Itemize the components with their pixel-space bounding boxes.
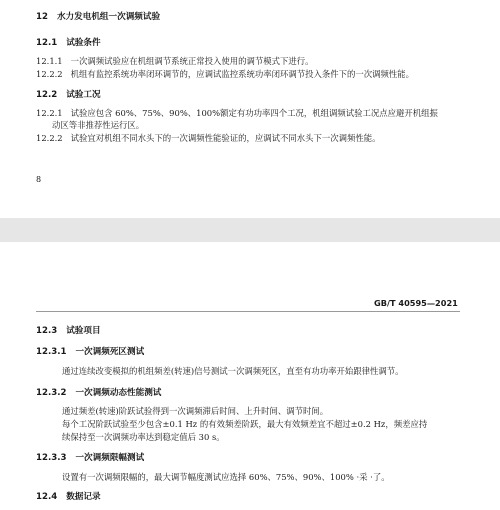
section-number: 12.1: [36, 38, 58, 48]
page-number: 8: [36, 175, 42, 184]
page-separator: [0, 218, 500, 242]
standard-id: GB/T 40595—2021: [374, 298, 458, 308]
paragraph-12-3-2-line2: 每个工况阶跃试验至少包含±0.1 Hz 的有效频差阶跃，最大有效频差宜不超过±0.2 Hz，频差应持: [62, 419, 428, 429]
subsection-number: 12.3.3: [36, 453, 67, 463]
chapter-number: 12: [36, 12, 48, 22]
section-heading-12-1: [36, 38, 101, 49]
clause-text: 一次调频试验应在机组调节系统正常投入使用的调节模式下进行。: [70, 56, 314, 66]
clause-12-2-1-line2: 动区等非推荐性运行区。: [52, 120, 145, 130]
section-heading-12-4: [36, 492, 101, 503]
clause-text: 机组有监控系统功率闭环调节的，应调试监控系统功率闭环调节投入条件下的一次调频性能。: [70, 69, 415, 79]
document-page-2: [0, 242, 500, 510]
subsection-heading-12-3-2: [36, 388, 161, 399]
paragraph-12-3-1: 通过连续改变模拟的机组频差(转速)信号测试一次调频死区，直至有功功率开始跟律性调节。: [62, 366, 404, 376]
document-page-1: [0, 0, 500, 218]
clause-number: 12.2.2: [36, 133, 63, 143]
clause-number: 12.2.2: [36, 69, 63, 79]
section-heading-12-3: [36, 326, 101, 337]
section-number: 12.4: [36, 492, 58, 502]
subsection-number: 12.3.2: [36, 388, 67, 398]
section-number: 12.2: [36, 90, 58, 100]
header-rule: [36, 311, 460, 312]
clause-12-2-1-line1: [36, 108, 438, 119]
chapter-title: 水力发电机组一次调频试验: [56, 12, 161, 22]
subsection-title: 一次调频动态性能测试: [75, 388, 162, 398]
subsection-heading-12-3-3: [36, 453, 144, 464]
clause-text: 试验应包含 60%、75%、90%、100%额定有功功率四个工况，机组调频试验工况点应避开机组振: [70, 108, 438, 118]
clause-number: 12.1.1: [36, 56, 63, 66]
subsection-number: 12.3.1: [36, 347, 67, 357]
section-number: 12.3: [36, 326, 58, 336]
subsection-title: 一次调频死区测试: [75, 347, 145, 357]
clause-12-2-2: [36, 133, 381, 144]
section-title: 试验条件: [66, 38, 101, 48]
subsection-title: 一次调频限幅测试: [75, 453, 145, 463]
chapter-heading: [36, 12, 160, 23]
section-title: 试验工况: [66, 90, 101, 100]
section-title: 数据记录: [66, 492, 101, 502]
clause-text: 试验宜对机组不同水头下的一次调频性能验证的，应调试不同水头下一次调频性能。: [70, 133, 381, 143]
section-title: 试验项目: [66, 326, 101, 336]
clause-number: 12.2.1: [36, 108, 63, 118]
paragraph-12-3-2-line1: 通过频差(转速)阶跃试验得到一次调频滞后时间、上升时间、调节时间。: [62, 406, 329, 416]
paragraph-12-3-2-line3: 续保持至一次调频功率达到稳定值后 30 s。: [62, 432, 225, 442]
section-heading-12-2: [36, 90, 101, 101]
clause-12-1-1: [36, 56, 314, 67]
paragraph-12-3-3: 设置有一次调频限幅的，最大调节幅度测试应选择 60%、75%、90%、100% ·采 ·了。: [62, 472, 390, 482]
subsection-heading-12-3-1: [36, 347, 144, 358]
clause-12-1-2: [36, 69, 414, 80]
